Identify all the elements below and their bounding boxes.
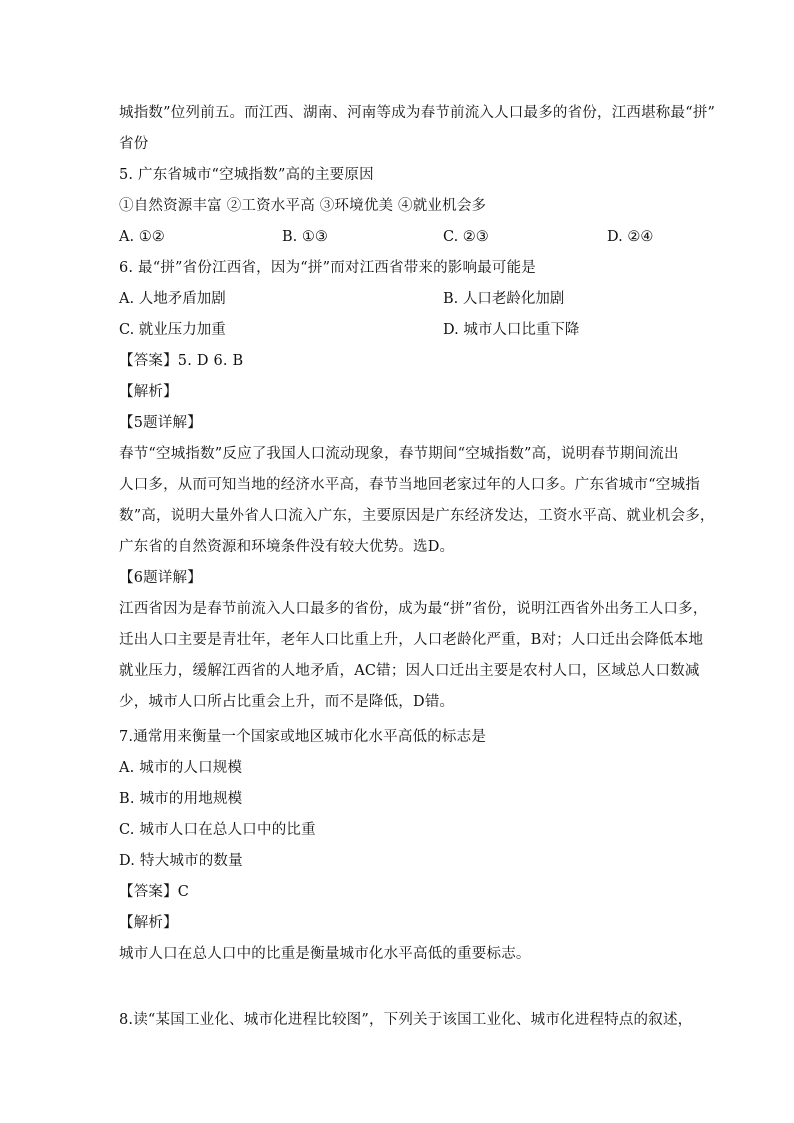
- question-5-option-d: D. ②④: [607, 229, 654, 245]
- detail-5-line: 人口多，从而可知当地的经济水平高，春节当地回老家过年的人口多。广东省城市“空城指: [119, 477, 700, 493]
- detail-5-line: 广东省的自然资源和环境条件没有较大优势。选D。: [119, 539, 455, 555]
- detail-5-line: 数”高，说明大量外省人口流入广东，主要原因是广东经济发达，工资水平高、就业机会多，: [119, 508, 715, 524]
- detail-5-title: 【5题详解】: [119, 415, 202, 431]
- question-5-items: ①自然资源丰富 ②工资水平高 ③环境优美 ④就业机会多: [119, 198, 487, 214]
- question-6-option-c: C. 就业压力加重: [119, 322, 226, 338]
- answer-7: 【答案】C: [119, 884, 190, 900]
- question-7-stem: 7.通常用来衡量一个国家或地区城市化水平高低的标志是: [119, 729, 487, 745]
- detail-6-line: 迁出人口主要是青壮年，老年人口比重上升，人口老龄化严重，B对；人口迁出会降低本地: [119, 632, 704, 648]
- question-5-option-a: A. ①②: [119, 229, 165, 245]
- analysis-label: 【解析】: [119, 915, 178, 931]
- question-8-stem: 8.读“某国工业化、城市化进程比较图”，下列关于该国工业化、城市化进程特点的叙述，: [119, 1012, 693, 1028]
- intro-line-2: 省份: [119, 136, 149, 152]
- question-5-stem: 5. 广东省城市“空城指数”高的主要原因: [119, 167, 374, 183]
- question-7-option-a: A. 城市的人口规模: [119, 760, 243, 776]
- question-7-option-b: B. 城市的用地规模: [119, 791, 243, 807]
- detail-6-line: 江西省因为是春节前流入人口最多的省份，成为最“拼”省份，说明江西省外出务工人口多，: [119, 601, 708, 617]
- detail-5-line: 春节“空城指数”反应了我国人口流动现象，春节期间“空城指数”高，说明春节期间流出: [119, 446, 679, 462]
- intro-line-1: 城指数”位列前五。而江西、湖南、河南等成为春节前流入人口最多的省份，江西堪称最“拼”: [119, 105, 716, 121]
- question-6-option-b: B. 人口老龄化加剧: [443, 291, 565, 307]
- detail-6-title: 【6题详解】: [119, 570, 202, 586]
- question-6-stem: 6. 最“拼”省份江西省，因为“拼”而对江西省带来的影响最可能是: [119, 260, 536, 276]
- detail-6-line: 就业压力，缓解江西省的人地矛盾，AC错；因人口迁出主要是农村人口，区域总人口数减: [119, 663, 700, 679]
- answer-5-6: 【答案】5. D 6. B: [119, 353, 244, 369]
- question-6-option-d: D. 城市人口比重下降: [443, 322, 580, 338]
- analysis-label: 【解析】: [119, 384, 178, 400]
- question-7-option-c: C. 城市人口在总人口中的比重: [119, 822, 316, 838]
- question-5-option-b: B. ①③: [282, 229, 328, 245]
- question-6-option-a: A. 人地矛盾加剧: [119, 291, 226, 307]
- detail-6-line: 少，城市人口所占比重会上升，而不是降低，D错。: [119, 694, 455, 710]
- question-7-option-d: D. 特大城市的数量: [119, 853, 243, 869]
- analysis-7-text: 城市人口在总人口中的比重是衡量城市化水平高低的重要标志。: [119, 946, 531, 962]
- question-5-option-c: C. ②③: [443, 229, 489, 245]
